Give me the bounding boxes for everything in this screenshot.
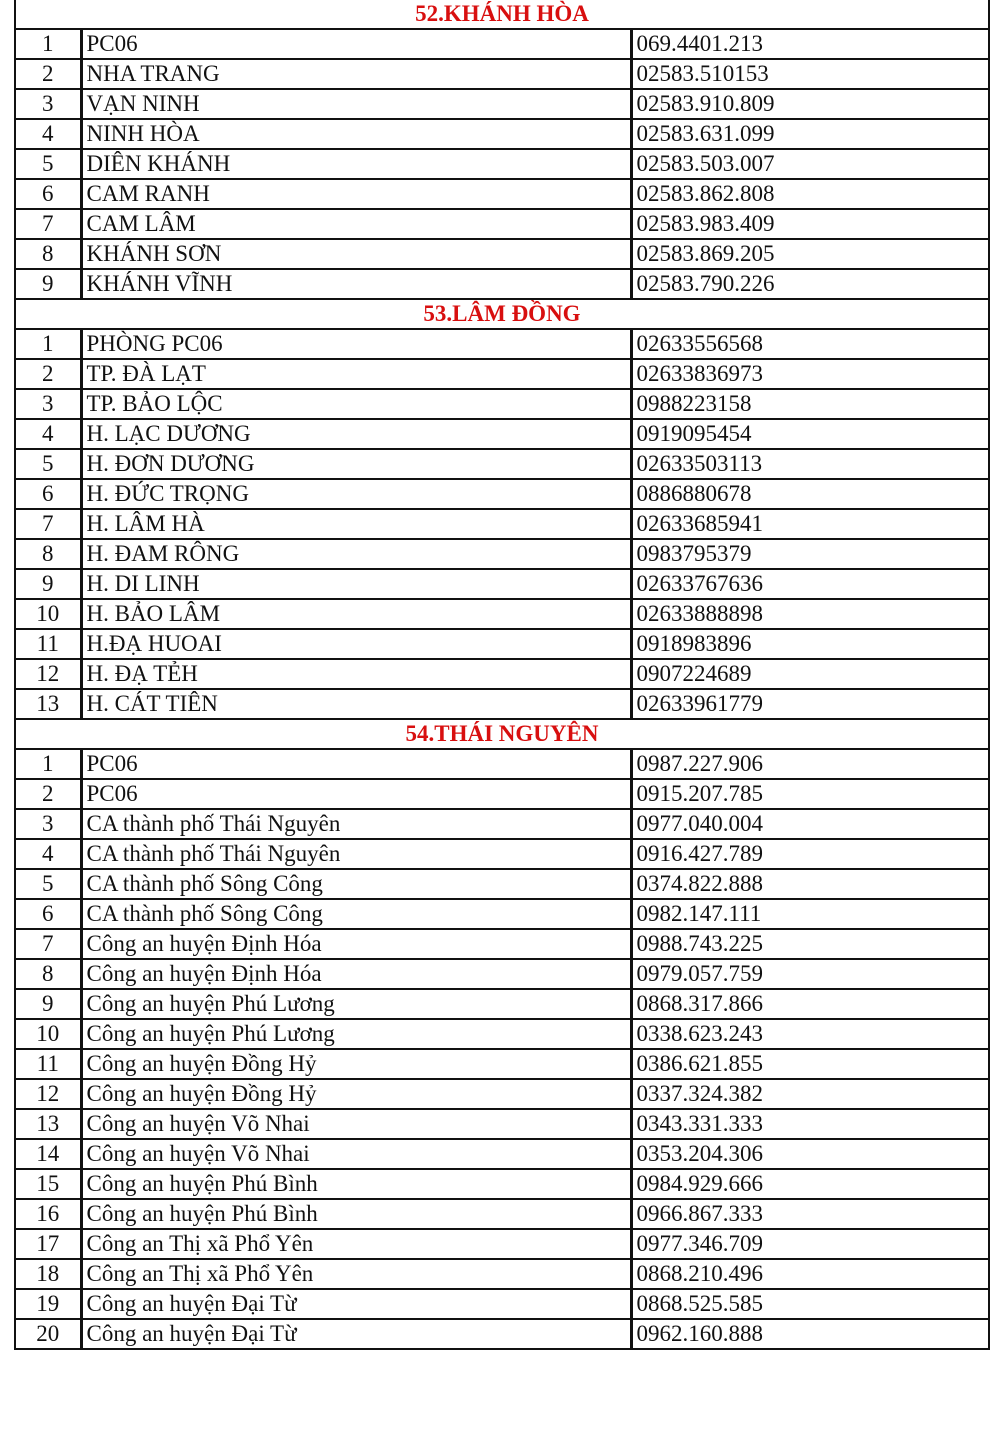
row-number: 7	[15, 509, 81, 539]
row-number: 19	[15, 1289, 81, 1319]
row-number: 5	[15, 449, 81, 479]
row-number: 4	[15, 839, 81, 869]
unit-name: Công an huyện Phú Lương	[81, 989, 631, 1019]
row-number: 2	[15, 359, 81, 389]
row-number: 2	[15, 59, 81, 89]
table-row	[15, 509, 989, 539]
phone-number: 02633767636	[631, 569, 989, 599]
phone-number: 02633556568	[631, 329, 989, 359]
row-number: 13	[15, 1109, 81, 1139]
row-number: 1	[15, 29, 81, 59]
phone-number: 02583.631.099	[631, 119, 989, 149]
row-number: 6	[15, 179, 81, 209]
unit-name: H. CÁT TIÊN	[81, 689, 631, 719]
unit-name: H. ĐẠ TẺH	[81, 659, 631, 689]
unit-name: H. LẠC DƯƠNG	[81, 419, 631, 449]
phone-number: 0915.207.785	[631, 779, 989, 809]
row-number: 8	[15, 959, 81, 989]
unit-name: CA thành phố Thái Nguyên	[81, 839, 631, 869]
phone-number: 0962.160.888	[631, 1319, 989, 1349]
phone-number: 02583.983.409	[631, 209, 989, 239]
row-number: 6	[15, 479, 81, 509]
row-number: 8	[15, 239, 81, 269]
row-number: 9	[15, 989, 81, 1019]
row-number: 8	[15, 539, 81, 569]
unit-name: Công an Thị xã Phổ Yên	[81, 1259, 631, 1289]
table-row	[15, 899, 989, 929]
row-number: 3	[15, 389, 81, 419]
section-title: 53.LÂM ĐỒNG	[15, 299, 989, 329]
table-row	[15, 839, 989, 869]
table-row	[15, 419, 989, 449]
unit-name: Công an huyện Đồng Hỷ	[81, 1079, 631, 1109]
table-row	[15, 1139, 989, 1169]
table-row	[15, 809, 989, 839]
unit-name: CA thành phố Thái Nguyên	[81, 809, 631, 839]
phone-number: 0868.525.585	[631, 1289, 989, 1319]
unit-name: KHÁNH VĨNH	[81, 269, 631, 299]
phone-number: 0868.317.866	[631, 989, 989, 1019]
table-row	[15, 539, 989, 569]
phone-number: 0374.822.888	[631, 869, 989, 899]
row-number: 20	[15, 1319, 81, 1349]
unit-name: Công an huyện Đại Từ	[81, 1289, 631, 1319]
unit-name: H. ĐƠN DƯƠNG	[81, 449, 631, 479]
unit-name: Công an huyện Võ Nhai	[81, 1109, 631, 1139]
row-number: 17	[15, 1229, 81, 1259]
row-number: 18	[15, 1259, 81, 1289]
unit-name: TP. ĐÀ LẠT	[81, 359, 631, 389]
phone-number: 0983795379	[631, 539, 989, 569]
unit-name: H.ĐẠ HUOAI	[81, 629, 631, 659]
section-header-row	[15, 719, 989, 749]
table-row	[15, 1169, 989, 1199]
table-row	[15, 329, 989, 359]
table-row	[15, 449, 989, 479]
row-number: 2	[15, 779, 81, 809]
phone-number: 0343.331.333	[631, 1109, 989, 1139]
table-row	[15, 1049, 989, 1079]
table-row	[15, 179, 989, 209]
row-number: 14	[15, 1139, 81, 1169]
phone-number: 02583.503.007	[631, 149, 989, 179]
phone-number: 0886880678	[631, 479, 989, 509]
contacts-table	[14, 0, 990, 1350]
table-row	[15, 869, 989, 899]
row-number: 1	[15, 329, 81, 359]
row-number: 3	[15, 809, 81, 839]
unit-name: Công an huyện Phú Bình	[81, 1199, 631, 1229]
phone-number: 0977.346.709	[631, 1229, 989, 1259]
row-number: 13	[15, 689, 81, 719]
table-row	[15, 689, 989, 719]
unit-name: Công an huyện Đại Từ	[81, 1319, 631, 1349]
table-row	[15, 929, 989, 959]
phone-number: 0338.623.243	[631, 1019, 989, 1049]
table-row	[15, 1289, 989, 1319]
phone-number: 02583.910.809	[631, 89, 989, 119]
table-row	[15, 389, 989, 419]
phone-number: 02583.862.808	[631, 179, 989, 209]
unit-name: PHÒNG PC06	[81, 329, 631, 359]
row-number: 9	[15, 269, 81, 299]
table-row	[15, 599, 989, 629]
row-number: 11	[15, 629, 81, 659]
row-number: 9	[15, 569, 81, 599]
phone-number: 02583.790.226	[631, 269, 989, 299]
unit-name: H. LÂM HÀ	[81, 509, 631, 539]
phone-number: 02633685941	[631, 509, 989, 539]
unit-name: H. ĐAM RÔNG	[81, 539, 631, 569]
unit-name: Công an Thị xã Phổ Yên	[81, 1229, 631, 1259]
row-number: 12	[15, 659, 81, 689]
table-row	[15, 569, 989, 599]
row-number: 11	[15, 1049, 81, 1079]
row-number: 10	[15, 599, 81, 629]
table-row	[15, 89, 989, 119]
unit-name: Công an huyện Đồng Hỷ	[81, 1049, 631, 1079]
section-title: 52.KHÁNH HÒA	[15, 0, 989, 29]
table-row	[15, 29, 989, 59]
phone-number: 02633888898	[631, 599, 989, 629]
section-title: 54.THÁI NGUYÊN	[15, 719, 989, 749]
unit-name: CA thành phố Sông Công	[81, 869, 631, 899]
unit-name: NINH HÒA	[81, 119, 631, 149]
unit-name: DIÊN KHÁNH	[81, 149, 631, 179]
phone-number: 0966.867.333	[631, 1199, 989, 1229]
phone-number: 0982.147.111	[631, 899, 989, 929]
unit-name: PC06	[81, 779, 631, 809]
row-number: 12	[15, 1079, 81, 1109]
unit-name: Công an huyện Phú Bình	[81, 1169, 631, 1199]
row-number: 16	[15, 1199, 81, 1229]
row-number: 5	[15, 869, 81, 899]
row-number: 6	[15, 899, 81, 929]
phone-number: 0386.621.855	[631, 1049, 989, 1079]
unit-name: Công an huyện Phú Lương	[81, 1019, 631, 1049]
phone-number: 02583.510153	[631, 59, 989, 89]
phone-number: 0337.324.382	[631, 1079, 989, 1109]
unit-name: Công an huyện Định Hóa	[81, 929, 631, 959]
phone-number: 02633836973	[631, 359, 989, 389]
unit-name: PC06	[81, 29, 631, 59]
table-row	[15, 119, 989, 149]
phone-number: 0919095454	[631, 419, 989, 449]
table-row	[15, 479, 989, 509]
row-number: 1	[15, 749, 81, 779]
phone-number: 02583.869.205	[631, 239, 989, 269]
row-number: 7	[15, 929, 81, 959]
unit-name: TP. BẢO LỘC	[81, 389, 631, 419]
phone-number: 02633503113	[631, 449, 989, 479]
phone-number: 0988223158	[631, 389, 989, 419]
phone-number: 0353.204.306	[631, 1139, 989, 1169]
table-row	[15, 269, 989, 299]
phone-number: 0916.427.789	[631, 839, 989, 869]
unit-name: H. ĐỨC TRỌNG	[81, 479, 631, 509]
table-row	[15, 629, 989, 659]
row-number: 4	[15, 419, 81, 449]
section-header-row	[15, 0, 989, 29]
phone-number: 02633961779	[631, 689, 989, 719]
phone-number: 0868.210.496	[631, 1259, 989, 1289]
unit-name: PC06	[81, 749, 631, 779]
unit-name: VẠN NINH	[81, 89, 631, 119]
phone-number: 0918983896	[631, 629, 989, 659]
table-row	[15, 1199, 989, 1229]
row-number: 5	[15, 149, 81, 179]
table-row	[15, 1079, 989, 1109]
unit-name: H. DI LINH	[81, 569, 631, 599]
phone-number: 0984.929.666	[631, 1169, 989, 1199]
table-row	[15, 659, 989, 689]
section-header-row	[15, 299, 989, 329]
table-row	[15, 1259, 989, 1289]
unit-name: CAM RANH	[81, 179, 631, 209]
row-number: 15	[15, 1169, 81, 1199]
table-row	[15, 359, 989, 389]
row-number: 3	[15, 89, 81, 119]
unit-name: H. BẢO LÂM	[81, 599, 631, 629]
contacts-table-body	[15, 0, 989, 1349]
unit-name: NHA TRANG	[81, 59, 631, 89]
table-row	[15, 59, 989, 89]
table-row	[15, 779, 989, 809]
unit-name: Công an huyện Võ Nhai	[81, 1139, 631, 1169]
table-row	[15, 749, 989, 779]
table-row	[15, 989, 989, 1019]
phone-number: 0987.227.906	[631, 749, 989, 779]
row-number: 10	[15, 1019, 81, 1049]
phone-number: 069.4401.213	[631, 29, 989, 59]
unit-name: KHÁNH SƠN	[81, 239, 631, 269]
unit-name: CA thành phố Sông Công	[81, 899, 631, 929]
table-row	[15, 1019, 989, 1049]
table-row	[15, 149, 989, 179]
table-row	[15, 209, 989, 239]
row-number: 4	[15, 119, 81, 149]
table-row	[15, 1109, 989, 1139]
phone-number: 0979.057.759	[631, 959, 989, 989]
table-row	[15, 1319, 989, 1349]
table-row	[15, 239, 989, 269]
table-row	[15, 1229, 989, 1259]
table-row	[15, 959, 989, 989]
phone-number: 0907224689	[631, 659, 989, 689]
unit-name: CAM LÂM	[81, 209, 631, 239]
phone-number: 0988.743.225	[631, 929, 989, 959]
unit-name: Công an huyện Định Hóa	[81, 959, 631, 989]
row-number: 7	[15, 209, 81, 239]
phone-number: 0977.040.004	[631, 809, 989, 839]
